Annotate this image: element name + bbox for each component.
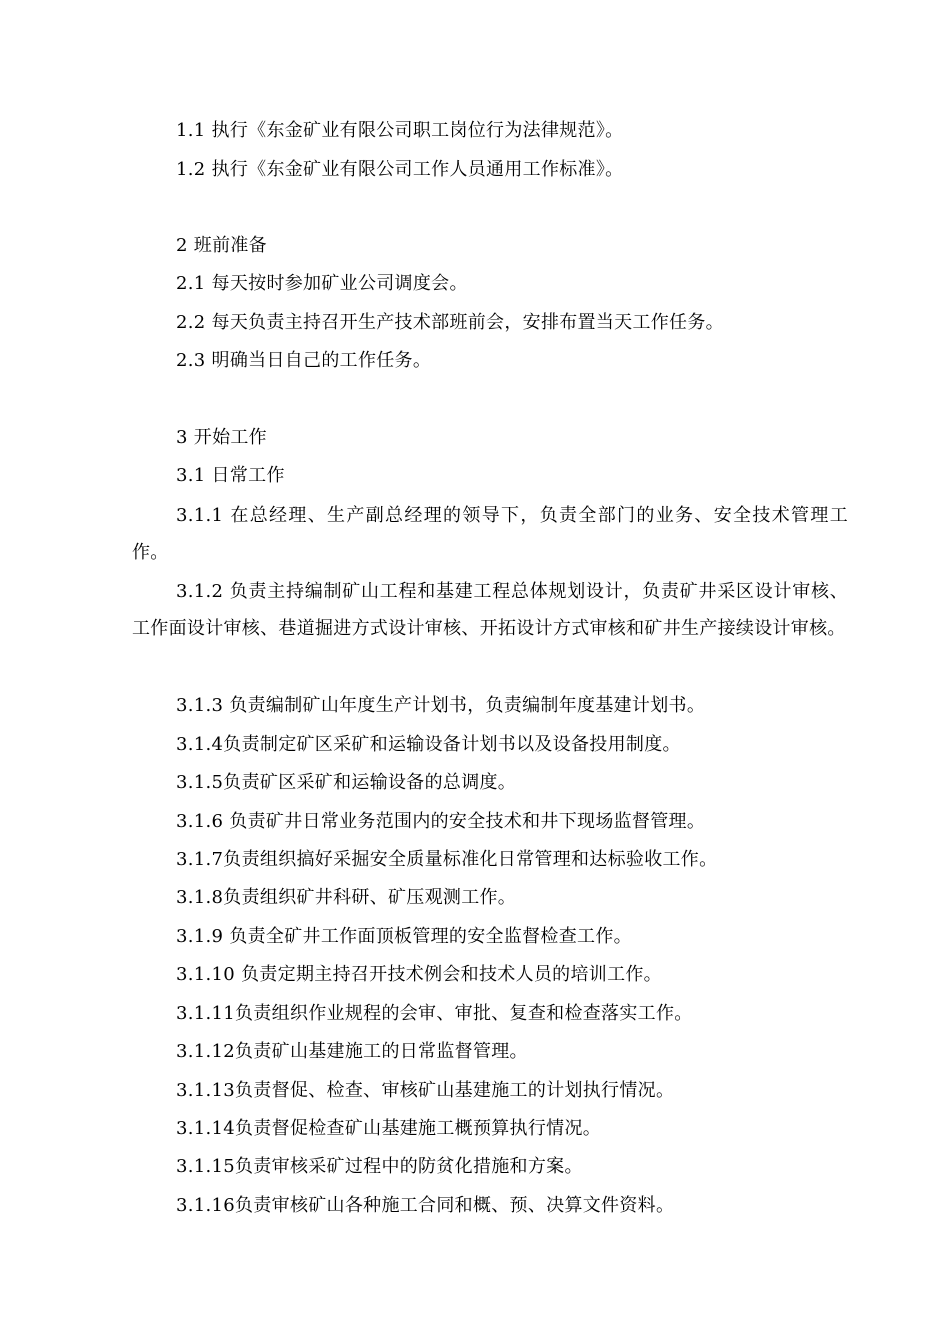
paragraph-3-1-2: 3.1.2 负责主持编制矿山工程和基建工程总体规划设计，负责矿井采区设计审核、工作面设计审核、巷道掘进方式设计审核、开拓设计方式审核和矿井生产接续设计审核。 bbox=[132, 581, 848, 639]
paragraph-3-1-8: 3.1.8负责组织矿井科研、矿压观测工作。 bbox=[176, 887, 517, 908]
paragraph-3-1-1: 3.1.1 在总经理、生产副总经理的领导下，负责全部门的业务、安全技术管理工作。 bbox=[132, 505, 848, 563]
paragraph-3-1-10: 3.1.10 负责定期主持召开技术例会和技术人员的培训工作。 bbox=[176, 964, 662, 985]
paragraph-3-1-9: 3.1.9 负责全矿井工作面顶板管理的安全监督检查工作。 bbox=[176, 926, 632, 947]
section-heading-2: 2 班前准备 bbox=[176, 235, 267, 256]
paragraph-1-1: 1.1 执行《东金矿业有限公司职工岗位行为法律规范》。 bbox=[176, 120, 624, 141]
section-heading-3: 3 开始工作 bbox=[176, 427, 267, 448]
paragraph-3-1-15: 3.1.15负责审核采矿过程中的防贫化措施和方案。 bbox=[176, 1156, 583, 1177]
paragraph-2-2: 2.2 每天负责主持召开生产技术部班前会，安排布置当天工作任务。 bbox=[176, 312, 724, 333]
paragraph-3-1-14: 3.1.14负责督促检查矿山基建施工概预算执行情况。 bbox=[176, 1118, 602, 1139]
paragraph-3-1-11: 3.1.11负责组织作业规程的会审、审批、复查和检查落实工作。 bbox=[176, 1003, 693, 1024]
paragraph-3-1-13: 3.1.13负责督促、检查、审核矿山基建施工的计划执行情况。 bbox=[176, 1080, 675, 1101]
subsection-heading-3-1: 3.1 日常工作 bbox=[176, 465, 285, 486]
paragraph-3-1-6: 3.1.6 负责矿井日常业务范围内的安全技术和井下现场监督管理。 bbox=[176, 811, 706, 832]
paragraph-1-2: 1.2 执行《东金矿业有限公司工作人员通用工作标准》。 bbox=[176, 159, 624, 180]
paragraph-2-3: 2.3 明确当日自己的工作任务。 bbox=[176, 350, 432, 371]
paragraph-3-1-5: 3.1.5负责矿区采矿和运输设备的总调度。 bbox=[176, 772, 517, 793]
paragraph-3-1-7: 3.1.7负责组织搞好采掘安全质量标准化日常管理和达标验收工作。 bbox=[176, 849, 718, 870]
paragraph-3-1-3: 3.1.3 负责编制矿山年度生产计划书，负责编制年度基建计划书。 bbox=[176, 695, 706, 716]
paragraph-3-1-16: 3.1.16负责审核矿山各种施工合同和概、预、决算文件资料。 bbox=[176, 1195, 675, 1216]
paragraph-2-1: 2.1 每天按时参加矿业公司调度会。 bbox=[176, 273, 468, 294]
paragraph-3-1-4: 3.1.4负责制定矿区采矿和运输设备计划书以及设备投用制度。 bbox=[176, 734, 681, 755]
paragraph-3-1-12: 3.1.12负责矿山基建施工的日常监督管理。 bbox=[176, 1041, 528, 1062]
